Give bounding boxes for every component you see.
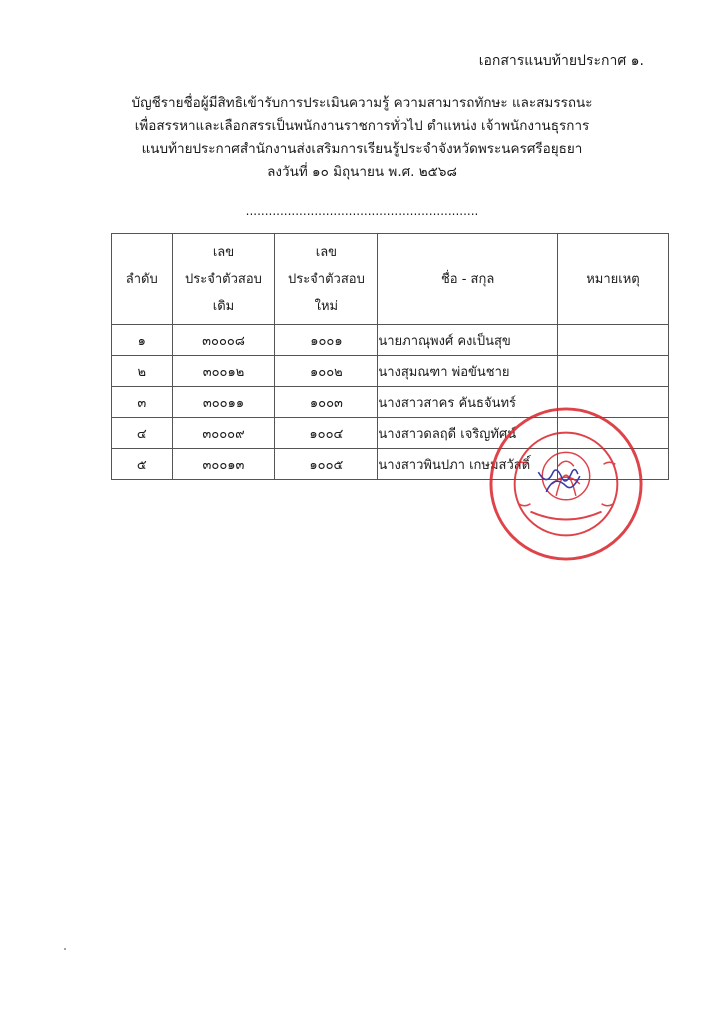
heading-line-2: เพื่อสรรหาและเลือกสรรเป็นพนักงานราชการทั่วไป ตำแหน่ง เจ้าพนักงานธุรการ [134,118,590,134]
cell-sequence: ๑ [112,325,173,356]
cell-full-name: นายภาณุพงศ์ คงเป็นสุข [378,325,558,356]
cell-sequence: ๔ [112,418,173,449]
cell-new-exam-id: ๑๐๐๕ [275,449,378,480]
heading-line-3: แนบท้ายประกาศสำนักงานส่งเสริมการเรียนรู้ประจำจังหวัดพระนครศรีอยุธยา [141,141,583,157]
document-heading [0,92,724,184]
table-row [112,325,669,356]
stamp-ribbon [530,512,601,520]
cell-full-name: นางสาวดลฤดี เจริญทัศน์ [378,418,558,449]
cell-sequence: ๒ [112,356,173,387]
official-seal-stamp [487,405,645,563]
cell-full-name: นางสาวสาคร คันธจันทร์ [378,387,558,418]
header-old-exam-id: เลข ประจำตัวสอบ เดิม [172,234,275,325]
header-remarks: หมายเหตุ [557,234,668,325]
cell-full-name: นางสาวพินปภา เกษมสวัสดิ์ [378,449,558,480]
dotted-divider: ............................................................. [245,204,479,218]
cell-remarks [557,325,668,356]
table-header-row [112,234,669,325]
stamp-emblem-circle [542,452,589,499]
cell-sequence: ๓ [112,387,173,418]
header-new-exam-id: เลข ประจำตัวสอบ ใหม่ [275,234,378,325]
cell-old-exam-id: ๓๐๐๑๒ [172,356,275,387]
cell-full-name: นางสุมณฑา พ่อขันชาย [378,356,558,387]
cell-old-exam-id: ๓๐๐๐๙ [172,418,275,449]
stamp-outer-ring [491,409,641,559]
heading-line-1: บัญชีรายชื่อผู้มีสิทธิเข้ารับการประเมินความรู้ ความสามารถทักษะ และสมรรถนะ [131,95,593,111]
heading-line-4-date: ลงวันที่ ๑๐ มิถุนายน พ.ศ. ๒๕๖๘ [267,164,457,180]
cell-old-exam-id: ๓๐๐๐๘ [172,325,275,356]
annex-label: เอกสารแนบท้ายประกาศ ๑. [478,53,644,69]
cell-new-exam-id: ๑๐๐๔ [275,418,378,449]
cell-new-exam-id: ๑๐๐๑ [275,325,378,356]
stamp-emblem-icon [552,461,580,496]
header-full-name: ชื่อ - สกุล [378,234,558,325]
header-sequence: ลำดับ [112,234,173,325]
cell-new-exam-id: ๑๐๐๒ [275,356,378,387]
cell-remarks [557,356,668,387]
cell-old-exam-id: ๓๐๐๑๑ [172,387,275,418]
cell-old-exam-id: ๓๐๐๑๓ [172,449,275,480]
table-row [112,356,669,387]
scan-speck [64,948,66,950]
cell-sequence: ๕ [112,449,173,480]
cell-new-exam-id: ๑๐๐๓ [275,387,378,418]
